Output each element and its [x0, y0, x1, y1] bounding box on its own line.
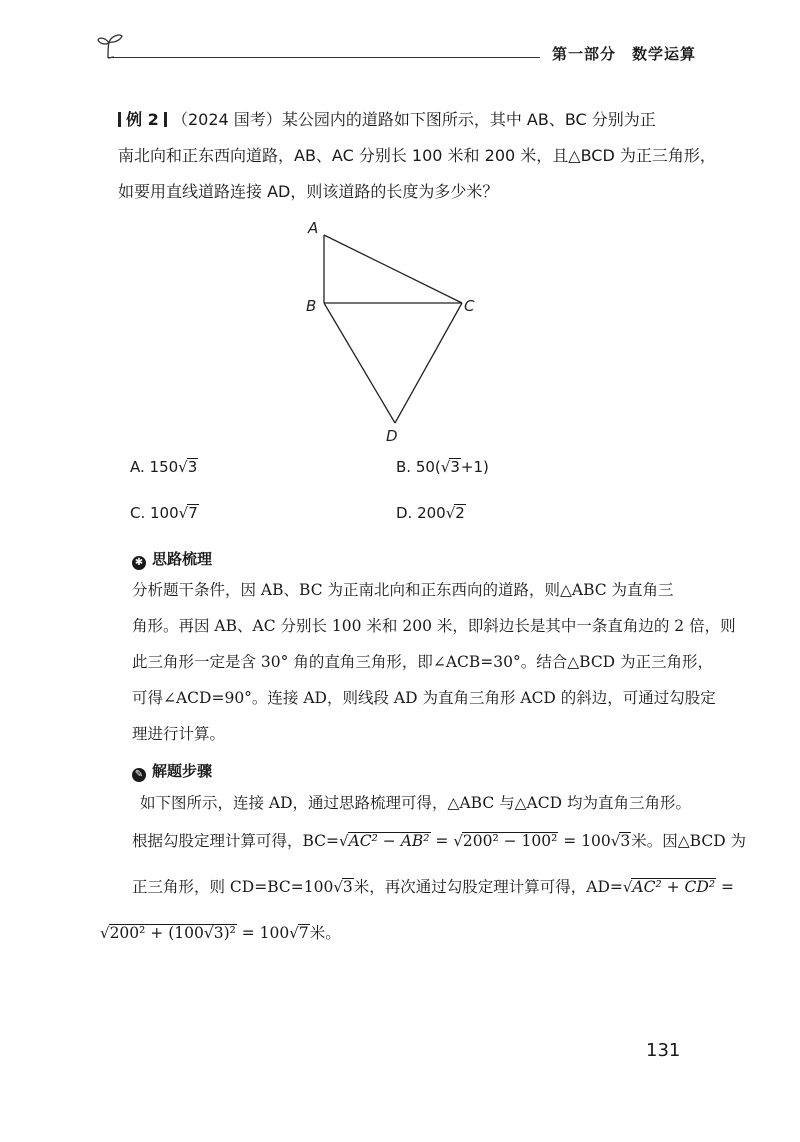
analysis-line-2: 角形。再因 AB、AC 分别长 100 米和 200 米，即斜边长是其中一条直角边的 2 倍，则	[132, 617, 736, 635]
segment-ac	[324, 235, 462, 303]
solution-line-4: √200² + (100√3)² = 100√7米。	[100, 924, 341, 942]
section-title: 第一部分 数学运算	[552, 45, 697, 63]
label-d: D	[386, 427, 398, 445]
option-d: D. 200√2	[396, 504, 465, 522]
triangle-figure	[300, 215, 500, 455]
header-rule	[108, 57, 540, 58]
example-text-1: 某公园内的道路如下图所示，其中 AB、BC 分别为正	[281, 110, 656, 129]
example-line-1	[118, 105, 656, 135]
analysis-line-4: 可得∠ACD=90°。连接 AD，则线段 AD 为直角三角形 ACD 的斜边，可通过勾股定	[132, 689, 716, 707]
tag-bar-right	[164, 112, 167, 127]
example-tag: 例 2	[126, 110, 159, 129]
analysis-heading: ✱ 思路梳理	[132, 548, 212, 570]
label-a: A	[308, 219, 319, 237]
solution-line-3: 正三角形，则 CD=BC=100√3米，再次通过勾股定理计算可得，AD=√AC² + CD² =	[132, 878, 734, 896]
solution-line-1: 如下图所示，连接 AD，通过思路梳理可得，△ABC 与△ACD 均为直角三角形。	[140, 794, 691, 812]
segment-cd	[395, 303, 462, 423]
option-a: A. 150√3	[130, 458, 198, 476]
analysis-line-1: 分析题干条件，因 AB、BC 为正南北向和正东西向的道路，则△ABC 为直角三	[132, 581, 674, 599]
label-b: B	[306, 297, 317, 315]
sprout-icon	[96, 30, 130, 64]
pencil-icon: ✎	[132, 768, 146, 782]
example-source: （2024 国考）	[172, 110, 282, 129]
lightbulb-icon: ✱	[132, 556, 146, 570]
analysis-line-3: 此三角形一定是含 30° 角的直角三角形，即∠ACB=30°。结合△BCD 为正三角形，	[132, 653, 714, 671]
label-c: C	[464, 297, 475, 315]
example-line-2: 南北向和正东西向道路，AB、AC 分别长 100 米和 200 米，且△BCD 为正三角形，	[118, 146, 716, 165]
example-line-3: 如要用直线道路连接 AD，则该道路的长度为多少米？	[118, 182, 499, 201]
page-number: 131	[646, 1040, 681, 1061]
option-b: B. 50(√3+1)	[396, 458, 489, 476]
solution-line-2: 根据勾股定理计算可得，BC=√AC² − AB² = √200² − 100² = 100√3米。因△BCD 为	[132, 832, 747, 850]
analysis-line-5: 理进行计算。	[132, 725, 226, 743]
option-c: C. 100√7	[130, 504, 198, 522]
tag-bar-left	[118, 112, 121, 127]
segment-bd	[324, 303, 395, 423]
solution-heading: ✎ 解题步骤	[132, 760, 212, 782]
